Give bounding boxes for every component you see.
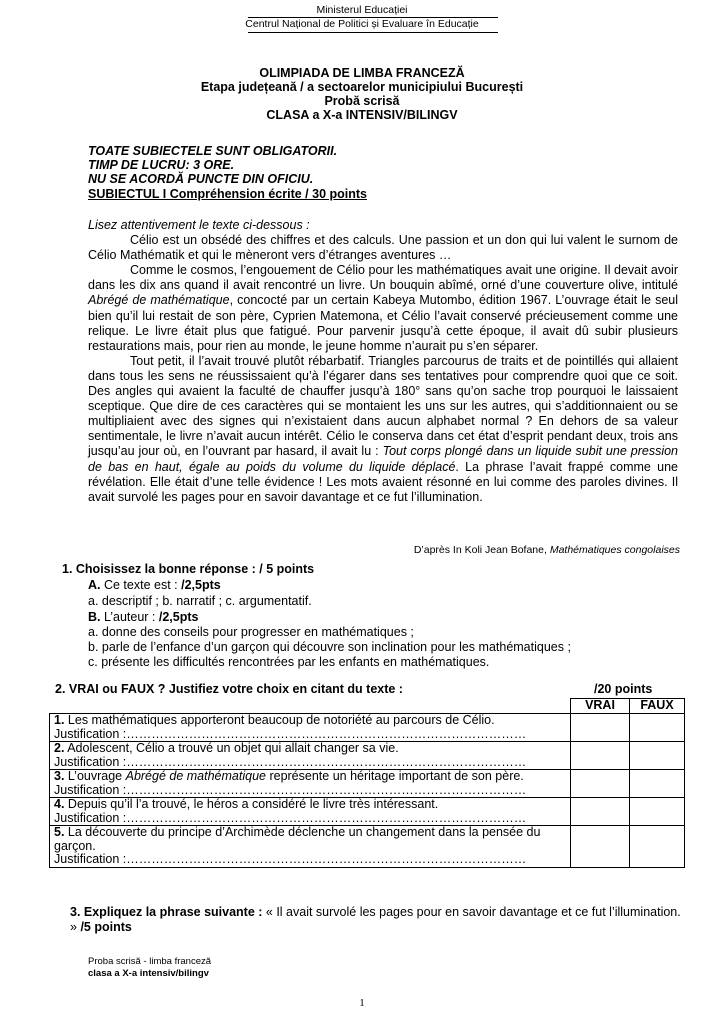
archimedes-quote: Tout corps plongé dans un liquide subit une pression de bas en haut, égale au poids du volume du liquide déplacé [88,444,678,474]
q2-title: 2. VRAI ou FAUX ? Justifiez votre choix en citant du texte : [55,682,403,696]
vrai-cell-3[interactable] [571,770,630,798]
reading-intro: Lisez attentivement le texte ci-dessous : [88,218,310,232]
col-faux: FAUX [630,699,685,714]
paragraph-2: Comme le cosmos, l’engouement de Célio pour les mathématiques avait une origine. Il devait avoir dans les dix ans quand il avait rencontré un livre. Un bouquin abîmé, orné d’une couverture olive, intitulé Abrégé de mathématique, concocté par un certain Kabeya Mutombo, édition 1967. L’ouvrage était le seul bien qu’il lui restait de son père, Cyprien Matemona, et Célio l’avait conservé précieusement comme une relique. Le livre était plus que fatigué. Pour parvenir jusqu’à cette époque, il avait dû subir plusieurs restaurations mais, pour rien au monde, le jeune homme n’aurait pu s’en séparer. [88,263,678,353]
faux-cell-3[interactable] [630,770,685,798]
header-divider-bottom [248,32,498,33]
subject-title: SUBIECTUL I Compréhension écrite / 30 points [88,187,367,201]
q1-b-option-c: c. présente les difficultés rencontrées par les enfants en mathématiques. [88,655,490,669]
faux-cell-1[interactable] [630,714,685,742]
vrai-cell-1[interactable] [571,714,630,742]
vrai-cell-4[interactable] [571,798,630,826]
stage-title: Etapa județeană / a sectoarelor municipiului București [200,80,524,94]
paragraph-1: Célio est un obsédé des chiffres et des calculs. Une passion et un don qui lui valent le surnom de Célio Mathématik et qui le mèneront vers d’étranges aventures … [88,233,678,263]
table-row: 3. L’ouvrage Abrégé de mathématique représente un héritage important de son père. Justification :…………………………………………………………………………………… [50,770,685,798]
q1-b-option-b: b. parle de l’enfance d’un garçon qui découvre son inclination pour les mathématiques ; [88,640,571,654]
vrai-cell-5[interactable] [571,826,630,868]
q2-points: /20 points [594,682,653,696]
olympiad-title: OLIMPIADA DE LIMBA FRANCEZĂ [259,66,465,80]
q1-part-a: A. Ce texte est : /2,5pts [88,578,221,592]
table-row: 5. La découverte du principe d’Archimède déclenche un changement dans la pensée du garçon. Justification :…………………………………………………………………………………… [50,826,685,868]
justification-line: Justification :…………………………………………………………………………………… [54,726,527,741]
q3-question: 3. Expliquez la phrase suivante : « Il avait survolé les pages pour en savoir davantage et ce fut l’illumination. » /5 points [70,905,681,935]
faux-cell-5[interactable] [630,826,685,868]
reading-text [88,218,678,505]
q1-title: 1. Choisissez la bonne réponse : / 5 points [62,562,315,576]
vrai-cell-2[interactable] [571,742,630,770]
instruction-mandatory: TOATE SUBIECTELE SUNT OBLIGATORII. [88,144,338,158]
justification-line: Justification :…………………………………………………………………………………… [54,852,527,866]
justification-line: Justification :…………………………………………………………………………………… [54,810,527,825]
class-title: CLASA a X-a INTENSIV/BILINGV [266,108,458,122]
instruction-time: TIMP DE LUCRU: 3 ORE. [88,158,235,172]
q1-part-b: B. L’auteur : /2,5pts [88,610,199,624]
faux-cell-4[interactable] [630,798,685,826]
header-center: Centrul Național de Politici și Evaluare în Educație [245,18,479,30]
paragraph-3: Tout petit, il l’avait trouvé plutôt rébarbatif. Triangles parcourus de traits et de pointillés qui allaient dans tous les sens ne réussissaient qu’à l’égarer dans ses tentatives pour comprendre quoi que ce soit. Des angles qui avaient la faculté de chauffer jusqu’à 180° sans qu’on sache trop pourquoi le laissaient sceptique. Que dire de ces caractères qui se montaient les uns sur les autres, qui s’additionnaient ou se multipliaient avec des signes qui n’existaient dans aucun alphabet normal ? En dehors de sa valeur sentimentale, le livre n’avait aucun intérêt. Célio le conserva dans cet état d’esprit pendant deux, trois ans jusqu’au jour où, en l’ouvrant par hasard, il avait lu : Tout corps plongé dans un liquide subit une pression de bas en haut, égale au poids du volume du liquide déplacé. La phrase l’avait frappé comme une révélation. Elle était d’une telle évidence ! Les mots avaient résonné en lui comme des paroles divines. Il avait survolé les pages pour en savoir davantage et ce fut l’illumination. [88,353,679,504]
text-source: D’après In Koli Jean Bofane, Mathématiques congolaises [413,544,680,556]
table-row: 4. Depuis qu’il l’a trouvé, le héros a considéré le livre très intéressant. Justification :…………………………………………………………………………………… [50,798,685,826]
table-row: 1. Les mathématiques apporteront beaucoup de notoriété au parcours de Célio. Justification :…………………………………………………………………………………… [50,714,685,742]
instruction-points: NU SE ACORDĂ PUNCTE DIN OFICIU. [88,172,314,186]
faux-cell-2[interactable] [630,742,685,770]
table-row: 2. Adolescent, Célio a trouvé un objet qui allait changer sa vie. Justification :…………………………………………………………………………………… [50,742,685,770]
page-number: 1 [359,997,365,1009]
justification-line: Justification :…………………………………………………………………………………… [54,754,527,769]
header-ministry: Ministerul Educației [316,4,408,16]
justification-line: Justification :…………………………………………………………………………………… [54,782,527,797]
q1-a-options: a. descriptif ; b. narratif ; c. argumentatif. [88,594,312,608]
true-false-table [49,698,685,868]
col-vrai: VRAI [571,699,630,714]
exam-type: Probă scrisă [324,94,400,108]
footer-class: clasa a X-a intensiv/bilingv [88,968,209,979]
q1-b-option-a: a. donne des conseils pour progresser en mathématiques ; [88,625,414,639]
book-title: Abrégé de mathématique [88,293,230,308]
footer-subject: Proba scrisă - limba franceză [88,956,212,967]
